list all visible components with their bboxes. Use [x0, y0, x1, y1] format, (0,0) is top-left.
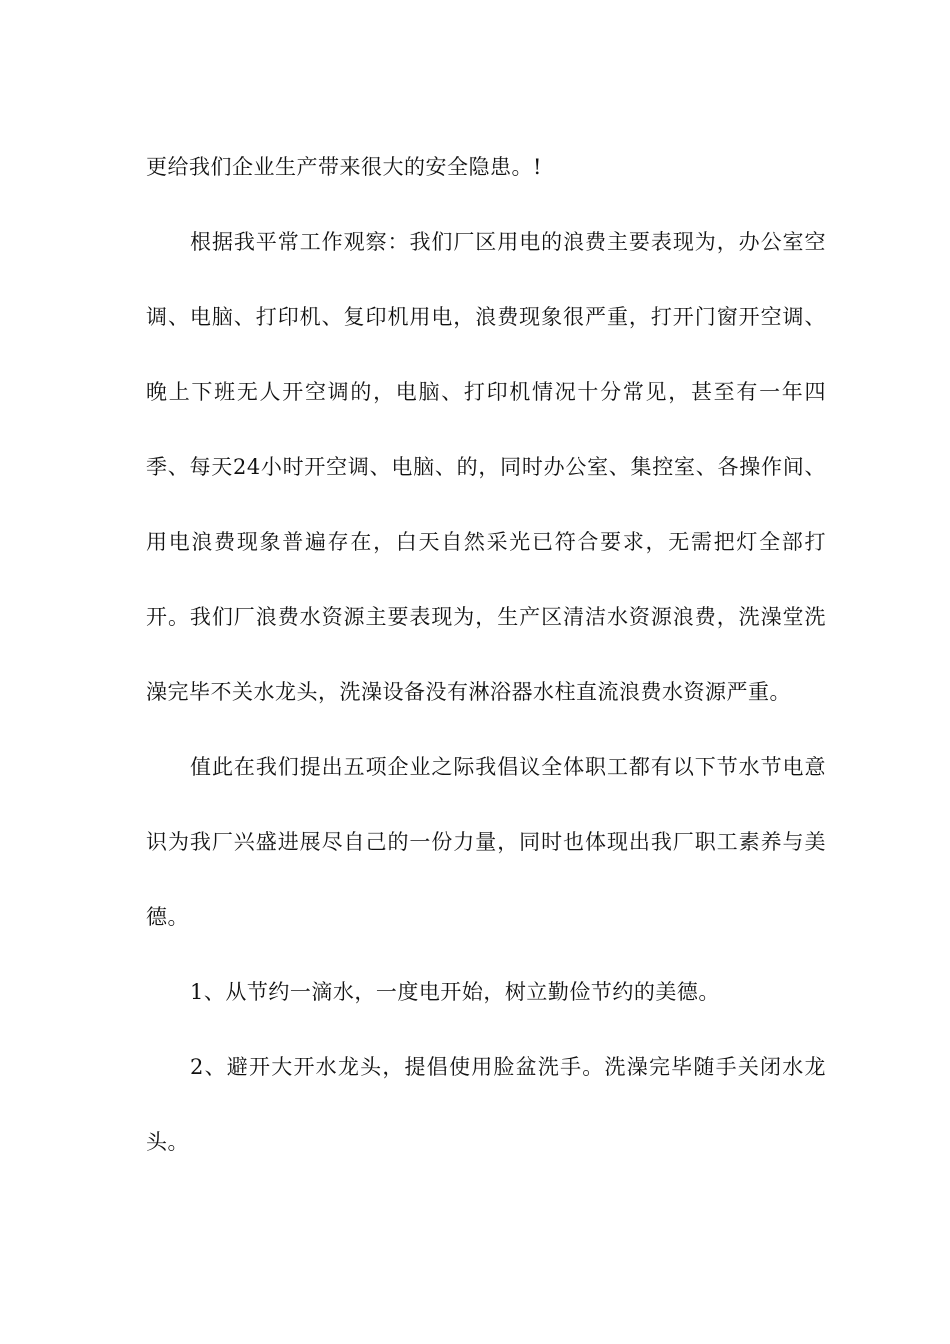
document-body — [146, 130, 826, 1180]
paragraph-continuation: 更给我们企业生产带来很大的安全隐患。! — [146, 155, 542, 179]
paragraph-proposal: 值此在我们提出五项企业之际我倡议全体职工都有以下节水节电意识为我厂兴盛进展尽自己的一份力量，同时也体现出我厂职工素养与美德。 — [146, 755, 826, 929]
paragraph-observation: 根据我平常工作观察：我们厂区用电的浪费主要表现为，办公室空调、电脑、打印机、复印机用电，浪费现象很严重，打开门窗开空调、晚上下班无人开空调的，电脑、打印机情况十分常见，甚至有一年四季、每天24小时开空调、电脑、的，同时办公室、集控室、各操作间、用电浪费现象普遍存在，白天自然采光已符合要求，无需把灯全部打开。我们厂浪费水资源主要表现为，生产区清洁水资源浪费，洗澡堂洗澡完毕不关水龙头，洗澡设备没有淋浴器水柱直流浪费水资源严重。 — [146, 230, 826, 704]
list-item-1: 1、从节约一滴水，一度电开始，树立勤俭节约的美德。 — [190, 980, 720, 1004]
list-item-2: 2、避开大开水龙头，提倡使用脸盆洗手。洗澡完毕随手关闭水龙头。 — [146, 1055, 826, 1154]
